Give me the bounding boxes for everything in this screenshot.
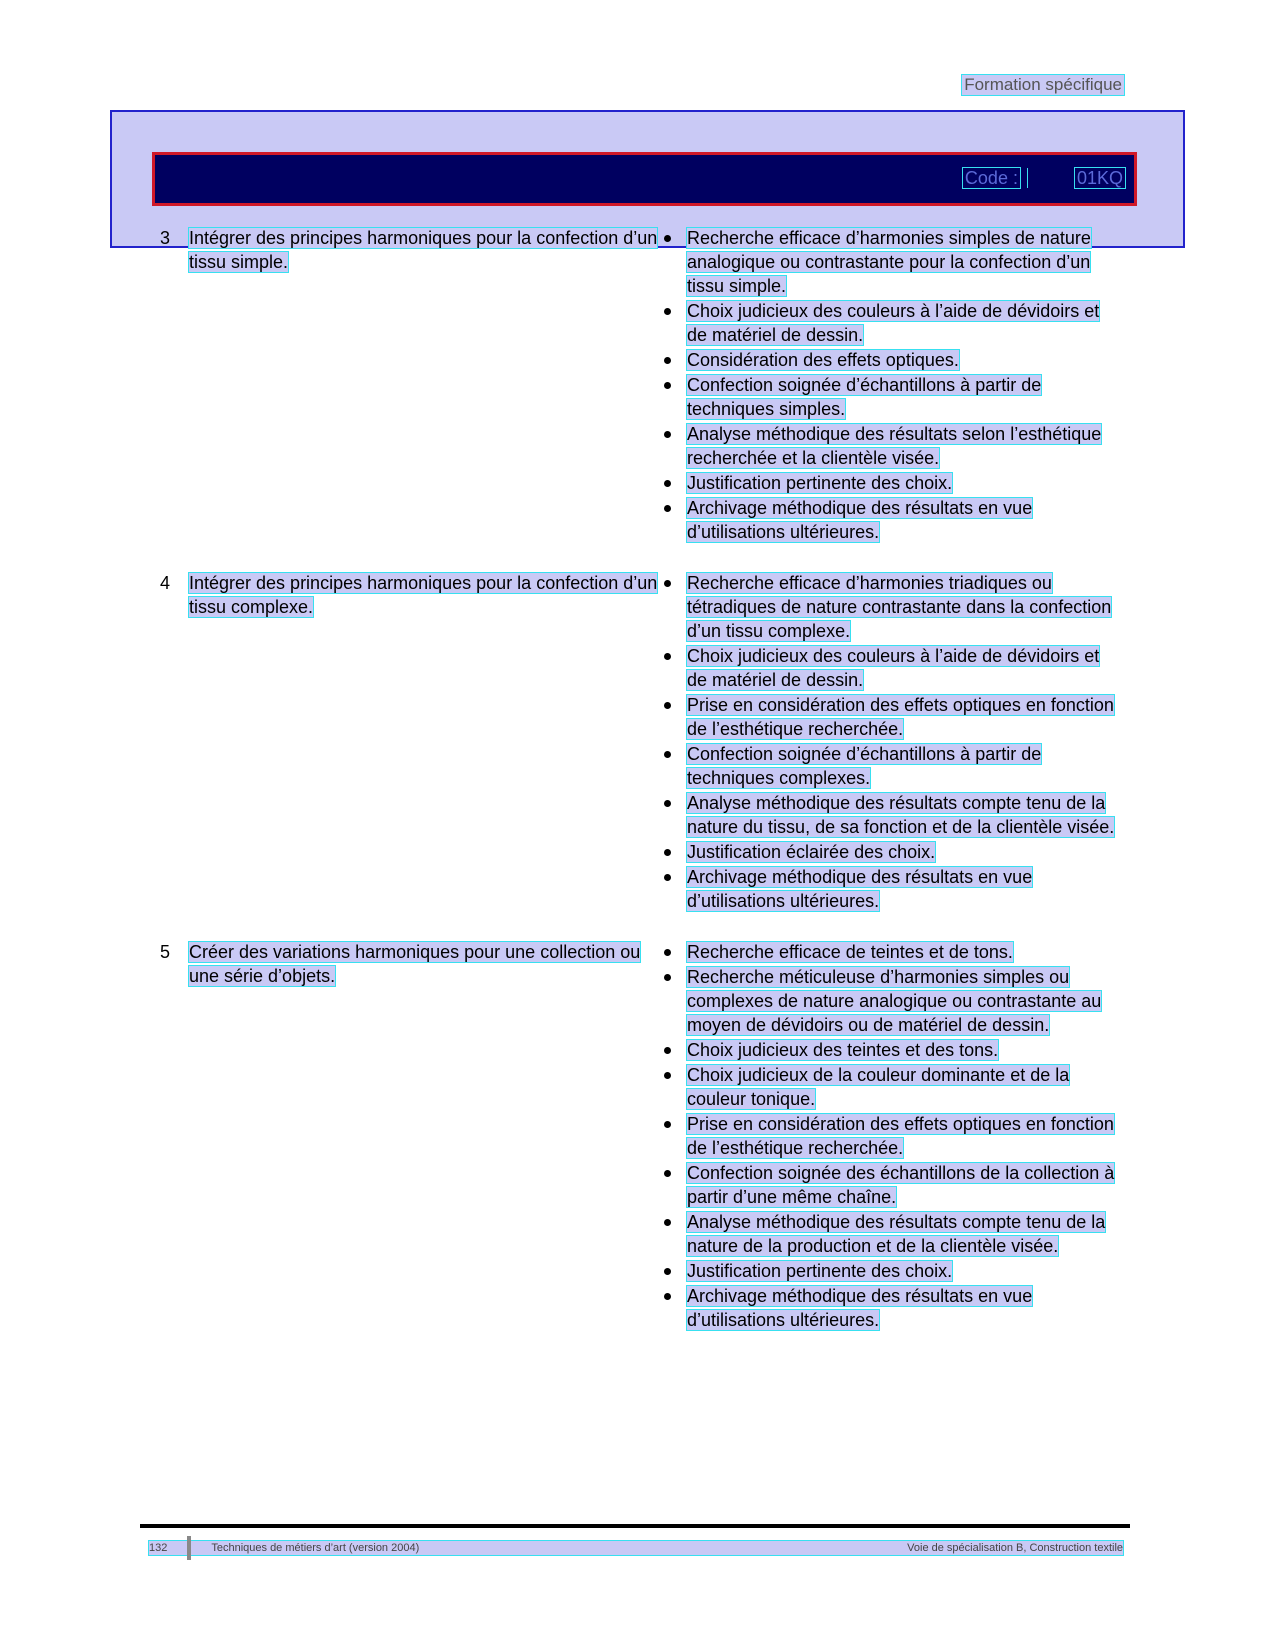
criterion-text: Archivage méthodique des résultats en vue d’utilisations ultérieures. [687, 498, 1033, 542]
footer-rule [140, 1524, 1130, 1528]
element-text: Intégrer des principes harmoniques pour la confection d’un tissu complexe. [189, 573, 658, 617]
criterion-text: Recherche méticuleuse d’harmonies simples ou complexes de nature analogique ou contrastante au moyen de dévidoirs ou de matériel de dessin. [687, 967, 1102, 1035]
list-item [660, 865, 1120, 913]
list-item [660, 422, 1120, 470]
list-item [660, 348, 1120, 372]
criterion-text: Choix judicieux de la couleur dominante et de la couleur tonique. [687, 1065, 1070, 1109]
list-item [660, 1259, 1120, 1283]
code-value: 01KQ [1074, 167, 1126, 189]
criterion-text: Choix judicieux des couleurs à l’aide de dévidoirs et de matériel de dessin. [687, 646, 1100, 690]
criterion-text: Analyse méthodique des résultats compte tenu de la nature de la production et de la clientèle visée. [687, 1212, 1106, 1256]
list-item [660, 571, 1120, 643]
code-separator [1027, 168, 1068, 188]
list-item [660, 299, 1120, 347]
criterion-text: Choix judicieux des teintes et des tons. [687, 1040, 999, 1060]
criteria-list [660, 571, 1120, 913]
list-item [660, 940, 1120, 964]
criterion-text: Choix judicieux des couleurs à l’aide de dévidoirs et de matériel de dessin. [687, 301, 1100, 345]
code-box [152, 152, 1137, 206]
criterion-text: Justification pertinente des choix. [687, 1261, 953, 1281]
criterion-text: Confection soignée des échantillons de la collection à partir d’une même chaîne. [687, 1163, 1115, 1207]
criterion-text: Justification éclairée des choix. [687, 842, 936, 862]
criterion-text: Prise en considération des effets optiques en fonction de l’esthétique recherchée. [687, 695, 1114, 739]
program-title: Techniques de métiers d’art (version 2004) [211, 1542, 420, 1554]
list-item [660, 1038, 1120, 1062]
element-text: Créer des variations harmoniques pour une collection ou une série d’objets. [189, 942, 641, 986]
table-row [160, 940, 1120, 1333]
list-item [660, 496, 1120, 544]
criterion-text: Recherche efficace d’harmonies simples de nature analogique ou contrastante pour la confection d’un tissu simple. [687, 228, 1091, 296]
list-item [660, 1210, 1120, 1258]
list-item [660, 1284, 1120, 1332]
list-item [660, 791, 1120, 839]
criterion-text: Recherche efficace d’harmonies triadiques ou tétradiques de nature contrastante dans la confection d’un tissu complexe. [687, 573, 1112, 641]
list-item [660, 373, 1120, 421]
list-item [660, 965, 1120, 1037]
element-cell [160, 571, 660, 914]
criterion-text: Considération des effets optiques. [687, 350, 959, 370]
criteria-cell [660, 571, 1120, 914]
criteria-cell [660, 226, 1120, 545]
criterion-text: Confection soignée d’échantillons à partir de techniques complexes. [687, 744, 1042, 788]
list-item [660, 471, 1120, 495]
specialization: Voie de spécialisation B, Construction textile [907, 1542, 1123, 1554]
criteria-list [660, 940, 1120, 1332]
competency-table [160, 226, 1120, 1359]
table-row [160, 571, 1120, 914]
criteria-cell [660, 940, 1120, 1333]
criterion-text: Confection soignée d’échantillons à partir de techniques simples. [687, 375, 1042, 419]
section-header: Formation spécifique [961, 74, 1125, 96]
criterion-text: Archivage méthodique des résultats en vue d’utilisations ultérieures. [687, 1286, 1033, 1330]
list-item [660, 1112, 1120, 1160]
table-row [160, 226, 1120, 545]
element-cell [160, 940, 660, 1333]
page-number: 132 [149, 1542, 168, 1554]
element-number: 5 [160, 942, 171, 962]
criterion-text: Analyse méthodique des résultats compte tenu de la nature du tissu, de sa fonction et de la clientèle visée. [687, 793, 1115, 837]
criterion-text: Analyse méthodique des résultats selon l’esthétique recherchée et la clientèle visée. [687, 424, 1102, 468]
list-item [660, 840, 1120, 864]
footer [148, 1540, 1124, 1556]
code-label: Code : [962, 167, 1021, 189]
list-item [660, 226, 1120, 298]
criterion-text: Prise en considération des effets optiques en fonction de l’esthétique recherchée. [687, 1114, 1114, 1158]
footer-divider [187, 1536, 191, 1560]
list-item [660, 1063, 1120, 1111]
element-number: 3 [160, 228, 171, 248]
criterion-text: Archivage méthodique des résultats en vue d’utilisations ultérieures. [687, 867, 1033, 911]
element-text: Intégrer des principes harmoniques pour la confection d’un tissu simple. [189, 228, 658, 272]
list-item [660, 644, 1120, 692]
list-item [660, 742, 1120, 790]
criterion-text: Justification pertinente des choix. [687, 473, 953, 493]
criteria-list [660, 226, 1120, 544]
criterion-text: Recherche efficace de teintes et de tons. [687, 942, 1013, 962]
element-number: 4 [160, 573, 171, 593]
element-cell [160, 226, 660, 545]
list-item [660, 693, 1120, 741]
list-item [660, 1161, 1120, 1209]
